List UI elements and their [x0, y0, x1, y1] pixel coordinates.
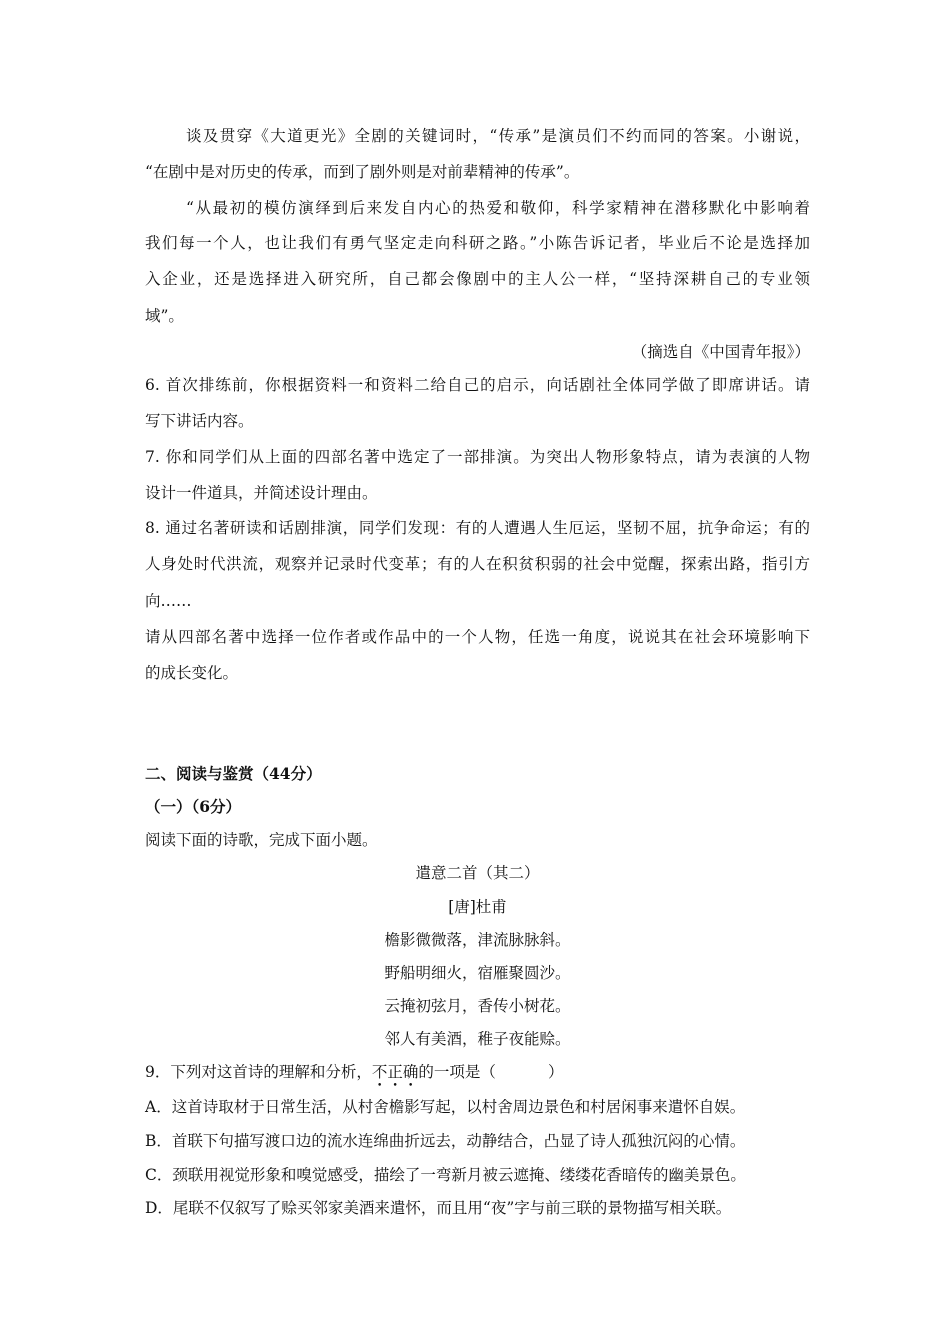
passage-p2-line1: “从最初的模仿演绎到后来发自内心的热爱和敬仰，科学家精神在潜移默化中影响着 — [186, 199, 810, 217]
question-6-line2: 写下讲话内容。 — [145, 412, 254, 430]
question-9-stem-close: ） — [547, 1063, 564, 1081]
poem-line-4: 邻人有美酒，稚子夜能赊。 — [384, 1030, 571, 1048]
passage-p1-line2: “在剧中是对历史的传承，而到了剧外则是对前辈精神的传承”。 — [145, 163, 580, 181]
question-9-stem-before: 9．下列对这首诗的理解和分析， — [145, 1063, 372, 1081]
poem-line-1: 檐影微微落，津流脉脉斜。 — [384, 931, 571, 949]
section2-instruction: 阅读下面的诗歌，完成下面小题。 — [145, 831, 378, 849]
emphasis-char-1: 不 — [371, 1063, 388, 1081]
question-8-line4: 请从四部名著中选择一位作者或作品中的一个人物，任选一角度，说说其在社会环境影响下 — [145, 628, 810, 646]
passage-source: （摘选自《中国青年报》） — [631, 343, 810, 361]
poem-line-2: 野船明细火，宿雁聚圆沙。 — [384, 964, 571, 982]
question-9-stem — [145, 1062, 810, 1082]
question-8-line5: 的成长变化。 — [145, 664, 239, 682]
question-6-line1: 6. 首次排练前，你根据资料一和资料二给自己的启示，向话剧社全体同学做了即席讲话。请 — [145, 376, 810, 394]
passage-p2-line4: 域”。 — [145, 307, 184, 325]
question-8-line2: 人身处时代洪流，观察并记录时代变革；有的人在积贫积弱的社会中觉醒，探索出路，指引方 — [145, 555, 810, 573]
option-b: B．首联下句描写渡口边的流水连绵曲折远去，动静结合，凸显了诗人孤独沉闷的心情。 — [145, 1132, 746, 1150]
passage-p2-line3: 入企业，还是选择进入研究所，自己都会像剧中的主人公一样，“坚持深耕自己的专业领 — [145, 270, 810, 288]
option-a: A．这首诗取材于日常生活，从村舍檐影写起，以村舍周边景色和村居闲事来遣怀自娱。 — [145, 1098, 746, 1116]
emphasis-char-3: 确 — [402, 1063, 419, 1081]
section2-heading: 二、阅读与鉴赏（44分） — [145, 764, 322, 783]
question-7-line2: 设计一件道具，并简述设计理由。 — [145, 484, 378, 502]
question-8-line3: 向…… — [145, 592, 192, 610]
emphasis-char-2: 正 — [387, 1063, 403, 1081]
option-d: D．尾联不仅叙写了赊买邻家美酒来遣怀，而且用“夜”字与前三联的景物描写相关联。 — [145, 1199, 732, 1217]
passage-p2-line2: 我们每一个人，也让我们有勇气坚定走向科研之路。”小陈告诉记者，毕业后不论是选择加 — [145, 234, 810, 252]
option-c: C．颈联用视觉形象和嗅觉感受，描绘了一弯新月被云遮掩、缕缕花香暗传的幽美景色。 — [145, 1166, 746, 1184]
section2-subheading: （一）（6分） — [145, 797, 242, 816]
poem-author: [唐]杜甫 — [448, 898, 507, 916]
poem-line-3: 云掩初弦月，香传小树花。 — [384, 997, 571, 1015]
poem-title: 遣意二首（其二） — [415, 864, 540, 882]
question-8-line1: 8. 通过名著研读和话剧排演，同学们发现：有的人遭遇人生厄运，坚韧不屈，抗争命运；有的 — [145, 519, 810, 537]
question-7-line1: 7. 你和同学们从上面的四部名著中选定了一部排演。为突出人物形象特点，请为表演的人物 — [145, 448, 810, 466]
passage-p1-line1: 谈及贯穿《大道更光》全剧的关键词时，“传承”是演员们不约而同的答案。小谢说， — [186, 127, 810, 145]
question-9-stem-after: 的一项是（ — [418, 1063, 496, 1081]
